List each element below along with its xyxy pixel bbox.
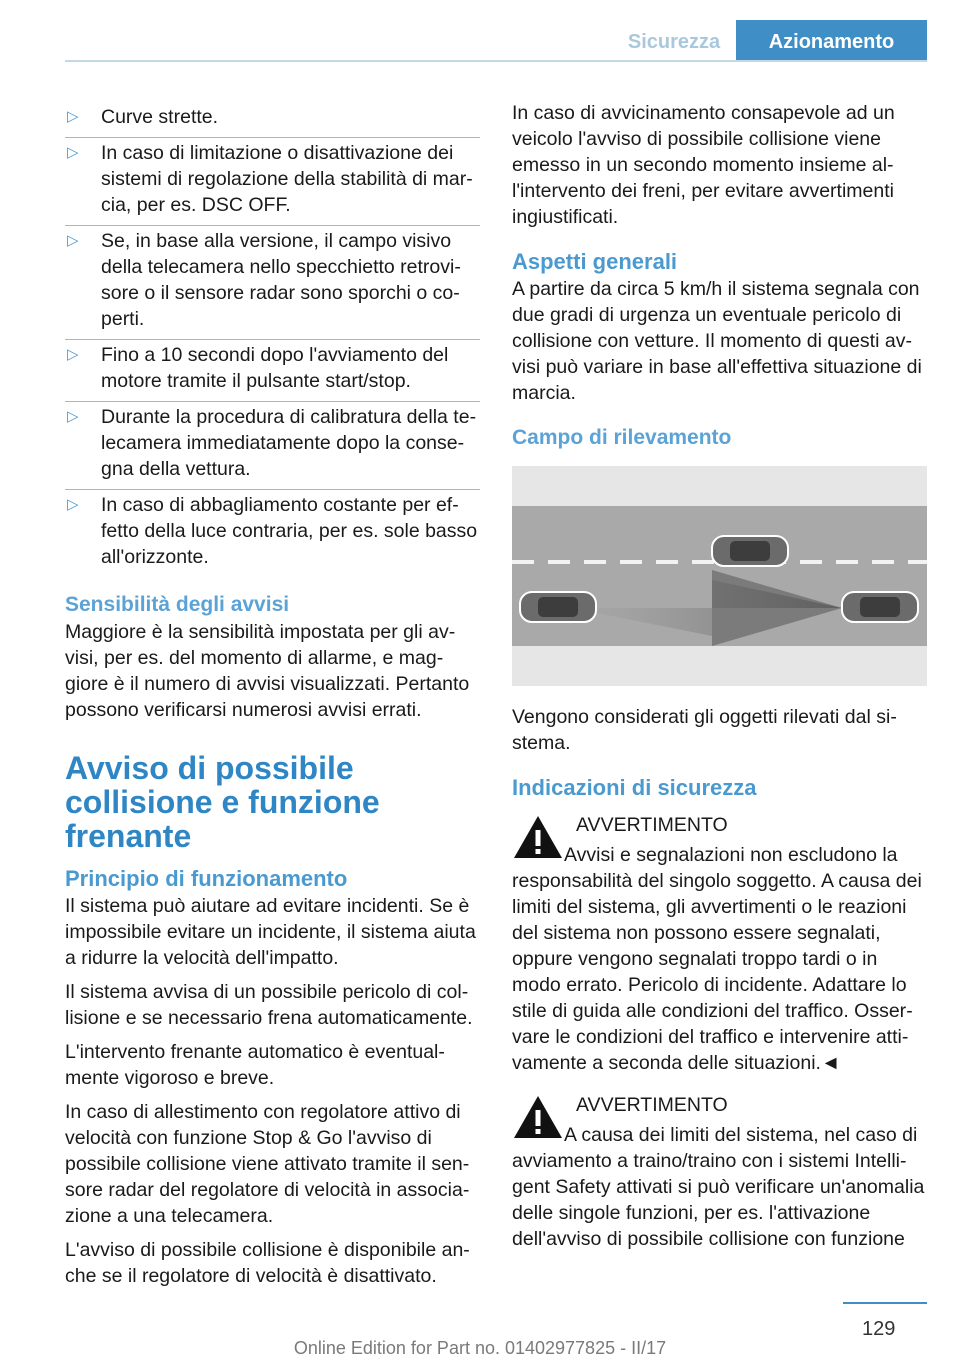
triangle-bullet-icon: ▷: [67, 108, 79, 125]
warning-text: A causa dei limiti del sistema, nel caso di avviamento a traino/traino con i sistemi Intelligent Safety attivati si può verificare un'anomalia delle singole funzioni, per es. l'attivazione dell'avviso di possibile collisione con funzione: [512, 1124, 925, 1250]
edition-footer: Online Edition for Part no. 01402977825 - II/17: [293, 1338, 667, 1358]
limitations-list: [65, 100, 480, 577]
left-column: [65, 100, 480, 1297]
paragraph: L'intervento frenante automatico è eventualmente vigoroso e breve.: [65, 1041, 445, 1089]
paragraph: L'avviso di possibile collisione è disponibile anche se il regolatore di velocità è disattivato.: [65, 1239, 470, 1287]
car-front-icon: [712, 536, 788, 566]
right-column: [512, 100, 927, 1260]
detection-heading: Campo di rilevamento: [512, 426, 732, 449]
list-item: ▷ Curve strette.: [67, 106, 219, 128]
intro-text: In caso di avvicinamento consapevole ad un veicolo l'avviso di possibile collisione viene emesso in un secondo momento insieme all'intervento dei freni, per evitare avvertimenti ingiustificati.: [512, 102, 895, 228]
header-rule: [65, 60, 927, 62]
triangle-bullet-icon: ▷: [67, 408, 79, 425]
safety-heading: Indicazioni di sicurezza: [512, 775, 757, 800]
general-heading: Aspetti generali: [512, 249, 678, 274]
list-item: ▷ Se, in base alla versione, il campo visivo della telecamera nello specchietto retrovisore o il sensore radar sono sporchi o coperti.: [65, 225, 480, 339]
sensitivity-text: Maggiore è la sensibilità impostata per gli avvisi, per es. del momento di allarme, e maggiore è il numero di avvisi visualizzati. Pertanto possono verificarsi numerosi avvisi errati.: [65, 621, 470, 721]
warning-triangle-icon: [512, 1094, 564, 1140]
section-tab-azionamento[interactable]: Azionamento: [736, 20, 927, 62]
warning-title: AVVERTIMENTO: [576, 814, 728, 836]
car-own-icon: [842, 592, 918, 622]
triangle-bullet-icon: ▷: [67, 496, 79, 513]
detection-range-figure: [512, 466, 927, 686]
general-text: A partire da circa 5 km/h il sistema segnala con due gradi di urgenza un eventuale pericolo di collisione con vetture. Il momento di questi avvisi può variare in base all'effettiva situazione di marcia.: [512, 278, 922, 404]
footer-rule: [843, 1302, 927, 1304]
triangle-bullet-icon: ▷: [67, 232, 79, 249]
car-target-icon: [520, 592, 596, 622]
principle-heading: Principio di funzionamento: [65, 866, 348, 891]
page-header: [0, 0, 960, 62]
section-tab-sicurezza[interactable]: Sicurezza: [627, 31, 721, 53]
sensitivity-heading: Sensibilità degli avvisi: [65, 593, 290, 616]
list-item: ▷ Fino a 10 secondi dopo l'avviamento del motore tramite il pulsante start/stop.: [65, 339, 480, 401]
list-item: ▷ In caso di abbagliamento costante per effetto della luce contraria, per es. sole basso all'orizzonte.: [65, 489, 480, 577]
paragraph: Il sistema avvisa di un possibile pericolo di collisione e se necessario frena automaticamente.: [65, 981, 473, 1029]
section-title: Avviso di possibile collisione e funzione frenante: [65, 750, 380, 854]
warning-text: Avvisi e segnalazioni non escludono la responsabilità del singolo soggetto. A causa dei limiti del sistema, gli avvertimenti o le reazioni del sistema non possono essere segnalati, oppure vengono segnalati troppo tardi o in modo errato. Pericolo di incidente. Adattare lo stile di guida alle condizioni del traffico. Osservare le condizioni del traffico e intervenire attivamente a seconda delle situazioni.◄: [512, 844, 922, 1074]
figure-caption: Vengono considerati gli oggetti rilevati dal sistema.: [512, 706, 897, 754]
triangle-bullet-icon: ▷: [67, 346, 79, 363]
list-item: ▷ In caso di limitazione o disattivazione dei sistemi di regolazione della stabilità di marcia, per es. DSC OFF.: [65, 137, 480, 225]
paragraph: In caso di allestimento con regolatore attivo di velocità con funzione Stop & Go l'avviso di possibile collisione viene attivato tramite il sensore radar del regolatore di velocità in associazione a una telecamera.: [65, 1101, 470, 1227]
triangle-bullet-icon: ▷: [67, 144, 79, 161]
road-illustration: [512, 466, 927, 686]
warning-title: AVVERTIMENTO: [576, 1094, 728, 1116]
paragraph: Il sistema può aiutare ad evitare incidenti. Se è impossibile evitare un incidente, il sistema aiuta a ridurre la velocità dell'impatto.: [65, 895, 476, 969]
page-number: 129: [862, 1318, 896, 1340]
list-item: ▷ Durante la procedura di calibratura della telecamera immediatamente dopo la consegna della vettura.: [65, 401, 480, 489]
warning-triangle-icon: [512, 814, 564, 860]
